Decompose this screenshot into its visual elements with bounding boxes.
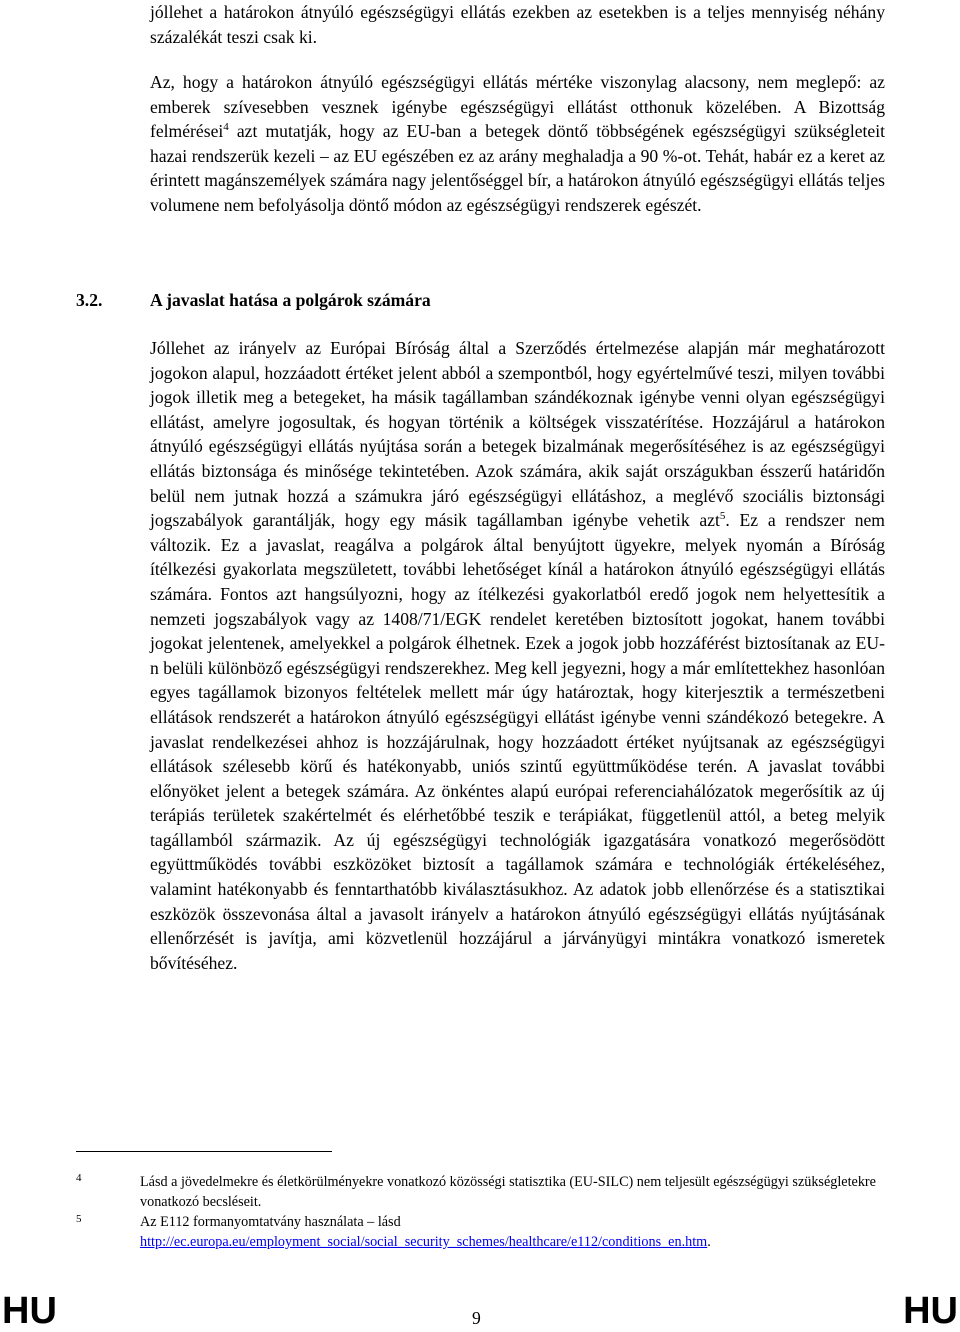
paragraph-text: azt mutatják, hogy az EU-ban a betegek döntő többségének egészségügyi szükségleteit hazai rendszerük kezeli – az EU egészében ez az arány meghaladja a 90 %-ot. Tehát, habár ez a keret az érintett magánszemélyek számára nagy jelentőséggel bír, a határokon átnyúló egészségügyi ellátás teljes volumene nem befolyásolja döntő módon az egészségügyi rendszerek egészét. (150, 121, 885, 215)
section-title: A javaslat hatása a polgárok számára (150, 290, 431, 310)
footnote-number-4: 4 (76, 1172, 82, 1184)
footnote-reference-5[interactable]: 5 (719, 510, 726, 523)
footnote-text-4: Lásd a jövedelmekre és életkörülményekre vonatkozó közösségi statisztika (EU-SILC) nem teljesült egészségügyi szükségletekre vonatkozó becsléseit. (140, 1174, 876, 1210)
language-code-left: HU (2, 1290, 57, 1332)
footnote-number-5: 5 (76, 1213, 82, 1225)
footnote-text: Az E112 formanyomtatvány használata – lásd (140, 1214, 401, 1230)
paragraph-text: Az, hogy a határokon átnyúló egészségügyi ellátás mértéke viszonylag alacsony, nem meglepő: az emberek szívesebben vesznek igénybe egészségügyi ellátást otthonuk közelében. A Bizottság felmérései (150, 72, 885, 142)
footnote-link[interactable]: http://ec.europa.eu/employment_social/social_security_schemes/healthcare/e112/conditions_en.htm (140, 1234, 708, 1250)
paragraph-text: Jóllehet az irányelv az Európai Bíróság által a Szerződés értelmezése alapján már meghatározott jogokon alapul, hozzáadott értéket jelent abból a szempontból, hogy egyértelművé teszi, milyen további jogok illetik meg a betegeket, ha másik tagállamban szándékoznak igénybe venni olyan egészségügyi ellátást, amelyre jogosultak, és hogyan történik a költségek visszatérítése. Hozzájárul a határokon átnyúló egészségügyi ellátás nyújtása során a betegek bizalmának megerősítéséhez is az egészségügyi ellátás biztonsága és minősége tekintetében. Azok számára, akik saját országukban ésszerű határidőn belül nem jutnak hozzá a számukra járó egészségügyi ellátáshoz, a meglévő szociális biztonsági jogszabályok garantálják, hogy egy másik tagállamban igénybe vehetik azt (150, 338, 885, 531)
footnote-reference-4[interactable]: 4 (223, 121, 229, 134)
section-number: 3.2. (76, 290, 103, 310)
paragraph-text: . Ez a rendszer nem változik. Ez a javaslat, reagálva a polgárok által benyújtott ügyekre, melyek nyomán a Bíróság ítélkezési gyakorlata megszületett, további lehetőséget kínál a határokon átnyúló egészségügyi ellátás számára. Fontos azt hangsúlyozni, hogy az ítélkezési gyakorlatból eredő jogok nem helyettesítik a nemzeti jogszabályok vagy az 1408/71/EGK rendelet keretében biztosított jogokat, hanem további jogokat jelentenek, amelyekkel a polgárok élhetnek. Ezek a jogok jobb hozzáférést biztosítanak az EU-n belüli különböző egészségügyi rendszerekhez. Meg kell jegyezni, hogy a már említettekhez hasonlóan egyes tagállamok bizonyos feltételek mellett már úgy határoztak, hogy kiterjesztik a természetbeni ellátások rendszerét a határokon átnyúló egészségügyi ellátást igénybe venni szándékozó betegekre. A javaslat rendelkezései ahhoz is hozzájárulnak, hogy hozzáadott értéket nyújtsanak az egészségügyi ellátások szélesebb körű és hatékonyabb, uniós szintű együttműködése terén. A javaslat további előnyöket jelent a betegek számára. Az önkéntes alapú európai referenciahálózatok megerősítik az új terápiás területek szakértelmét és elérhetőbbé teszik e terápiákat, függetlenül attól, a beteg melyik tagállamból származik. Az új egészségügyi technológiák igazgatására vonatkozó megerősödött együttműködés további eszközöket biztosít a tagállamok számára e technológiák értékeléséhez, valamint hatékonyabb és fenntarthatóbb kiválasztásukhoz. Az adatok jobb ellenőrzése és a statisztikai eszközök összevonása által a javasolt irányelv a határokon átnyúló egészségügyi ellátás nyújtásának ellenőrzését is javítja, ami közvetlenül hozzájárul a járványügyi mintákra vonatkozó ismeretek bővítéséhez. (150, 510, 885, 973)
footnote-separator (76, 1151, 332, 1152)
paragraph-impact-on-citizens (150, 336, 885, 975)
paragraph-continuation: jóllehet a határokon átnyúló egészségügyi ellátás ezekben az esetekben is a teljes mennyiség néhány százalékát teszi csak ki. (150, 2, 885, 47)
footnote-text-5 (140, 1212, 885, 1252)
page-number: 9 (472, 1308, 481, 1328)
paragraph-cross-border-volume (150, 70, 885, 218)
language-code-right: HU (903, 1290, 958, 1332)
footnote-period: . (707, 1234, 711, 1250)
